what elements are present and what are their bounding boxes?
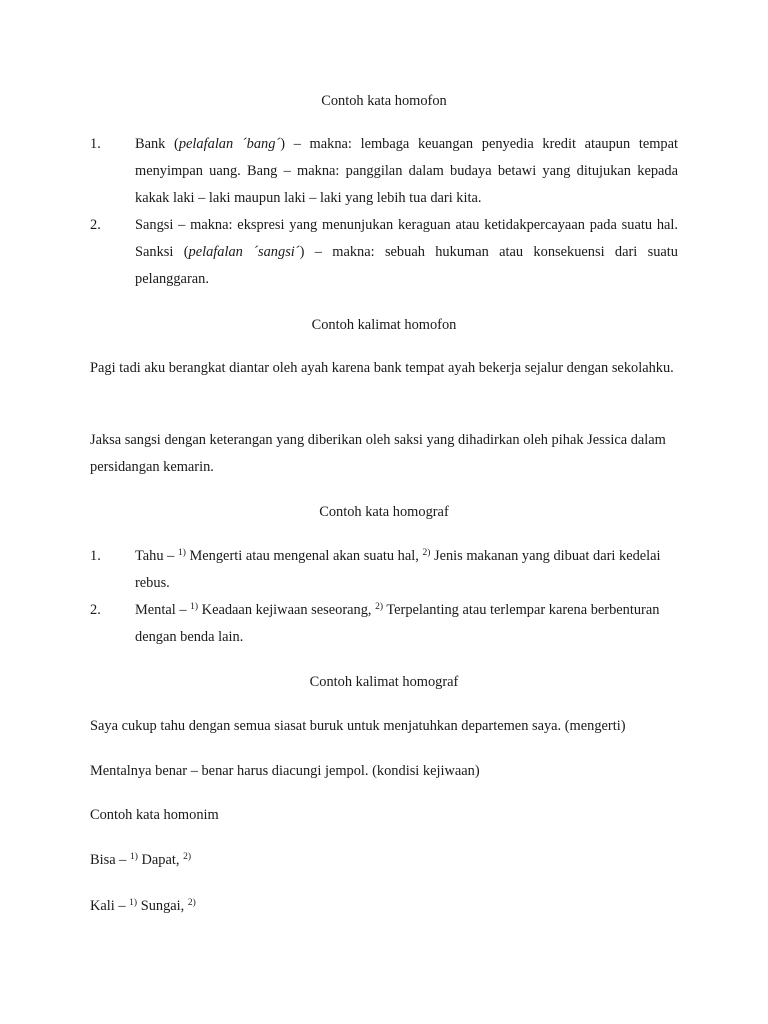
paragraph: Jaksa sangsi dengan keterangan yang diberikan oleh saksi yang dihadirkan oleh pihak Jessica dalam persidangan kemarin. [90, 432, 666, 475]
heading-contoh-kata-homofon: Contoh kata homofon [321, 93, 447, 109]
paragraph: Pagi tadi aku berangkat diantar oleh ayah karena bank tempat ayah bekerja sejalur dengan sekolahku. [90, 360, 674, 376]
list-number: 1. [90, 136, 101, 152]
homonim-title: Contoh kata homonim [90, 807, 219, 823]
paragraph: Mentalnya benar – benar harus diacungi jempol. (kondisi kejiwaan) [90, 763, 480, 779]
list-item-text: Mental – $^{1)}$ Keadaan kejiwaan seseorang, $^{2)}$ Terpelanting atau terlempar karena berbenturan dengan benda lain. [135, 602, 660, 645]
heading-contoh-kata-homograf: Contoh kata homograf [319, 504, 449, 520]
paragraph: Saya cukup tahu dengan semua siasat buruk untuk menjatuhkan departemen saya. (mengerti) [90, 718, 626, 734]
homonim-item: Kali – $^{1)}$ Sungai, $^{2)}$ [90, 898, 196, 914]
list-item-text: Tahu – $^{1)}$ Mengerti atau mengenal akan suatu hal, $^{2)}$ Jenis makanan yang dibuat dari kedelai rebus. [135, 548, 661, 591]
list-item [90, 597, 678, 651]
list-item-text: Bank (pelafalan ´bang´) – makna: lembaga keuangan penyedia kredit ataupun tempat menyimpan uang. Bang – makna: panggilan dalam budaya betawi yang ditujukan kepada kakak laki – laki maupun laki – laki yang lebih tua dari kita. [135, 136, 678, 206]
homofon-list [90, 131, 678, 293]
heading-contoh-kalimat-homograf: Contoh kalimat homograf [309, 674, 459, 690]
list-item [90, 543, 678, 597]
homonim-item: Bisa – $^{1)}$ Dapat, $^{2)}$ [90, 852, 191, 868]
list-item [90, 212, 678, 293]
heading-contoh-kalimat-homofon: Contoh kalimat homofon [311, 317, 457, 333]
list-item [90, 131, 678, 212]
list-item-text: Sangsi – makna: ekspresi yang menunjukan keraguan atau ketidakpercayaan pada suatu hal. Sanksi (pelafalan ´sangsi´) – makna: sebuah hukuman atau konsekuensi dari suatu pelanggaran. [135, 217, 678, 287]
list-number: 2. [90, 602, 101, 618]
list-number: 1. [90, 548, 101, 564]
list-number: 2. [90, 217, 101, 233]
homograf-list [90, 543, 678, 651]
